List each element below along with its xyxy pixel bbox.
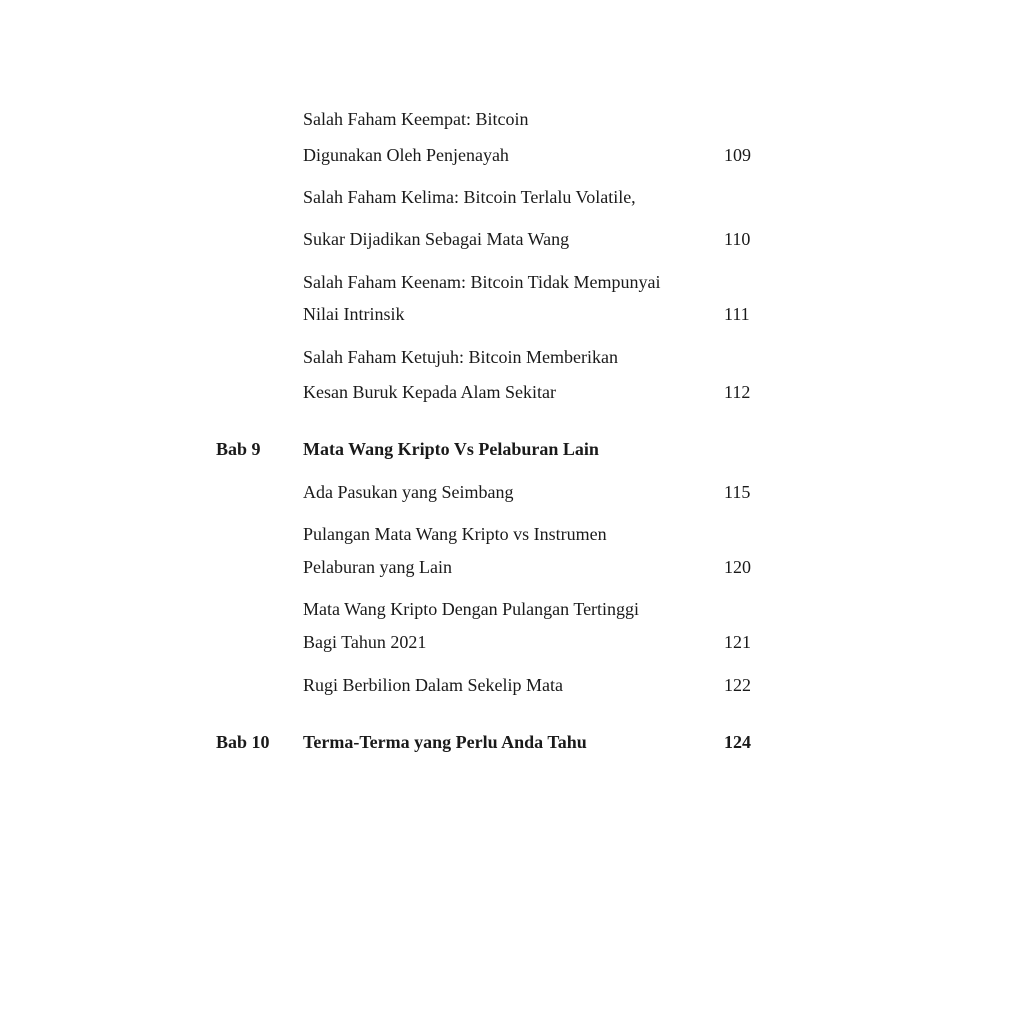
toc-entry-line: Ada Pasukan yang Seimbang (303, 482, 514, 502)
toc-entry-line: Bagi Tahun 2021 (303, 632, 427, 652)
toc-page-number: 115 (724, 482, 751, 502)
toc-entry-line: Salah Faham Keempat: Bitcoin (303, 109, 529, 129)
toc-entry-line: Kesan Buruk Kepada Alam Sekitar (303, 382, 556, 402)
toc-entry-line: Salah Faham Keenam: Bitcoin Tidak Mempunyai (303, 272, 661, 292)
toc-entry-line: Rugi Berbilion Dalam Sekelip Mata (303, 675, 563, 695)
toc-page-number: 111 (724, 304, 750, 324)
toc-entry-line: Salah Faham Kelima: Bitcoin Terlalu Volatile, (303, 187, 636, 207)
chapter-title: Terma-Terma yang Perlu Anda Tahu (303, 732, 587, 752)
chapter-label: Bab 10 (216, 732, 270, 752)
toc-entry-line: Mata Wang Kripto Dengan Pulangan Tertinggi (303, 599, 640, 619)
chapter-title: Mata Wang Kripto Vs Pelaburan Lain (303, 439, 599, 459)
toc-page-number: 124 (724, 732, 751, 752)
toc-page-number: 120 (724, 557, 751, 577)
toc-entry-line: Digunakan Oleh Penjenayah (303, 145, 509, 165)
toc-page-number: 121 (724, 632, 751, 652)
toc-page-number: 112 (724, 382, 751, 402)
toc-page-number: 122 (724, 675, 751, 695)
toc-entry-line: Nilai Intrinsik (303, 304, 405, 324)
toc-entry-line: Pulangan Mata Wang Kripto vs Instrumen (303, 524, 607, 544)
toc-page-number: 110 (724, 229, 751, 249)
toc-entry-line: Pelaburan yang Lain (303, 557, 452, 577)
chapter-label: Bab 9 (216, 439, 261, 459)
toc-entry-line: Sukar Dijadikan Sebagai Mata Wang (303, 229, 570, 249)
toc-page-number: 109 (724, 145, 751, 165)
toc-entry-line: Salah Faham Ketujuh: Bitcoin Memberikan (303, 347, 618, 367)
